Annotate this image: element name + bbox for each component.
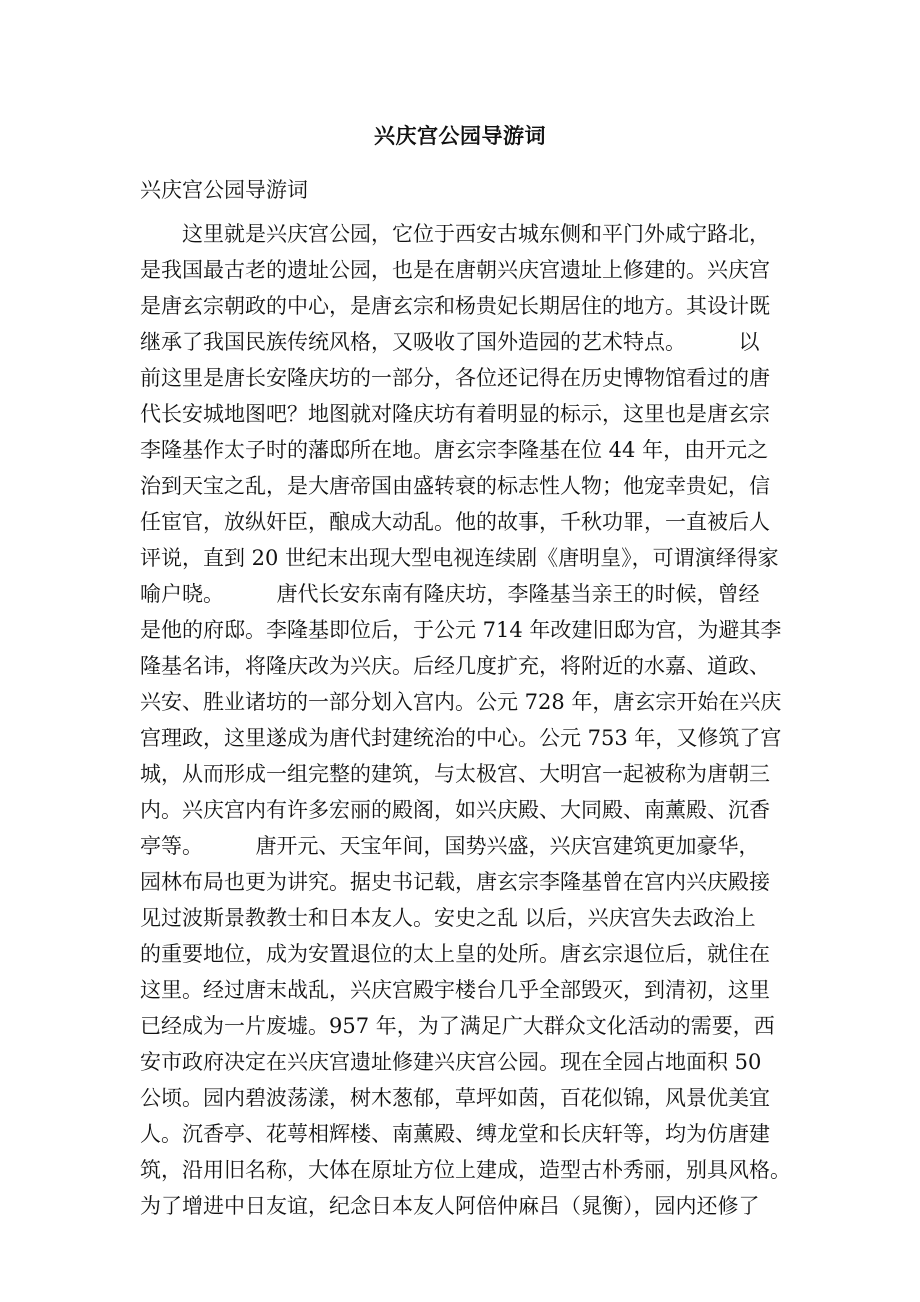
text-line: 的重要地位，成为安置退位的太上皇的处所。唐玄宗退位后，就住在 — [140, 942, 770, 966]
text-line: 这里就是兴庆宫公园，它位于西安古城东侧和平门外咸宁路北， — [182, 222, 770, 246]
text-line: 城，从而形成一组完整的建筑，与太极宫、大明宫一起被称为唐朝三 — [140, 762, 770, 786]
text-line: 见过波斯景教教士和日本友人。安史之乱 以后，兴庆宫失去政治上 — [140, 906, 756, 930]
text-line: 是他的府邸。李隆基即位后，于公元 714 年改建旧邸为宫，为避其李 — [140, 618, 782, 642]
text-line: 园林布局也更为讲究。据史书记载，唐玄宗李隆基曾在宫内兴庆殿接 — [140, 870, 770, 894]
text-line: 代长安城地图吧？地图就对隆庆坊有着明显的标示，这里也是唐玄宗 — [140, 402, 770, 426]
text-line: 是我国最古老的遗址公园，也是在唐朝兴庆宫遗址上修建的。兴庆宫 — [140, 258, 770, 282]
text-line: 亭等。 唐开元、天宝年间，国势兴盛，兴庆宫建筑更加豪华， — [140, 834, 760, 858]
body-text — [140, 216, 791, 1224]
text-line: 内。兴庆宫内有许多宏丽的殿阁，如兴庆殿、大同殿、南薰殿、沉香 — [140, 798, 770, 822]
text-line: 人。沉香亭、花萼相辉楼、南薰殿、缚龙堂和长庆轩等，均为仿唐建 — [140, 1122, 770, 1146]
document-subtitle: 兴庆宫公园导游词 — [140, 178, 308, 202]
text-line: 兴安、胜业诸坊的一部分划入宫内。公元 728 年，唐玄宗开始在兴庆 — [140, 690, 782, 714]
text-line: 为了增进中日友谊，纪念日本友人阿倍仲麻吕（晁衡），园内还修了 — [140, 1194, 760, 1218]
text-line: 李隆基作太子时的藩邸所在地。唐玄宗李隆基在位 44 年，由开元之 — [140, 438, 769, 462]
text-line: 任宦官，放纵奸臣，酿成大动乱。他的故事，千秋功罪，一直被后人 — [140, 510, 770, 534]
text-line: 安市政府决定在兴庆宫遗址修建兴庆宫公园。现在全园占地面积 50 — [140, 1050, 762, 1074]
text-line: 筑，沿用旧名称，大体在原址方位上建成，造型古朴秀丽，别具风格。 — [140, 1158, 791, 1182]
text-line: 前这里是唐长安隆庆坊的一部分，各位还记得在历史博物馆看过的唐 — [140, 366, 770, 390]
text-line: 是唐玄宗朝政的中心，是唐玄宗和杨贵妃长期居住的地方。其设计既 — [140, 294, 770, 318]
text-line: 喻户晓。 唐代长安东南有隆庆坊，李隆基当亲王的时候，曾经 — [140, 582, 760, 606]
text-line: 已经成为一片废墟。957 年，为了满足广大群众文化活动的需要，西 — [140, 1014, 775, 1038]
text-line: 治到天宝之乱，是大唐帝国由盛转衰的标志性人物；他宠幸贵妃，信 — [140, 474, 770, 498]
text-line: 公顷。园内碧波荡漾，树木葱郁，草坪如茵，百花似锦，风景优美宜 — [140, 1086, 770, 1110]
text-line: 宫理政，这里遂成为唐代封建统治的中心。公元 753 年，又修筑了宫 — [140, 726, 782, 750]
text-line: 隆基名讳，将隆庆改为兴庆。后经几度扩充，将附近的水嘉、道政、 — [140, 654, 770, 678]
text-line: 继承了我国民族传统风格，又吸收了国外造园的艺术特点。 以 — [140, 330, 760, 354]
text-line: 这里。经过唐末战乱，兴庆宫殿宇楼台几乎全部毁灭，到清初，这里 — [140, 978, 770, 1002]
text-line: 评说，直到 20 世纪末出现大型电视连续剧《唐明皇》，可谓演绎得家 — [140, 546, 779, 570]
document-title: 兴庆宫公园导游词 — [374, 123, 546, 148]
